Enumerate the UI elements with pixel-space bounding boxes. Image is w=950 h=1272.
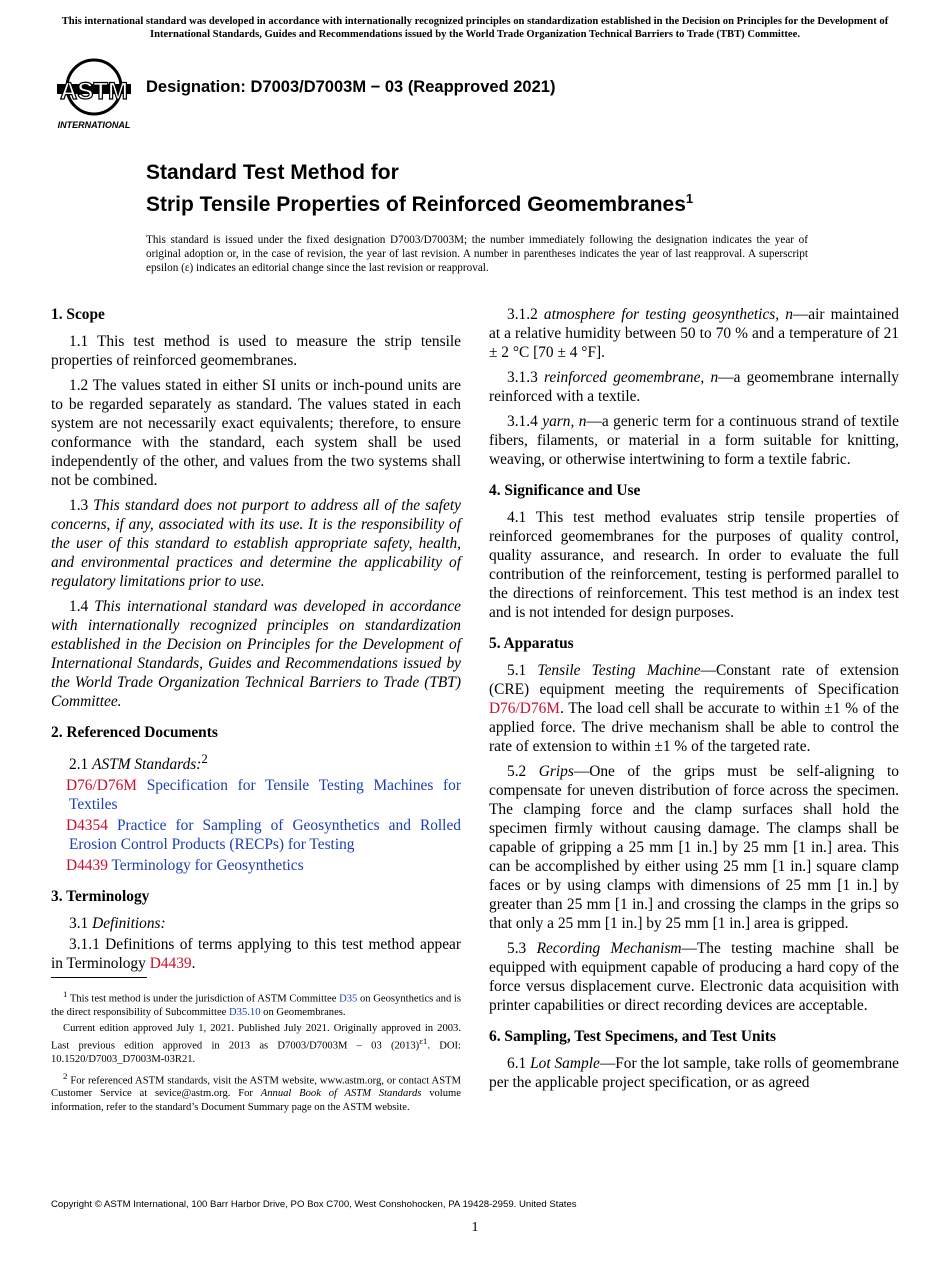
- link-d76[interactable]: D76/D76M: [489, 700, 560, 717]
- section-referenced-documents: [51, 723, 461, 875]
- svg-text:INTERNATIONAL: INTERNATIONAL: [57, 120, 131, 130]
- footnotes: [51, 988, 461, 1117]
- link-d4439[interactable]: D4439: [149, 955, 192, 973]
- paragraph-1-4: 1.4 This international standard was developed in accordance with internationally recognized principles on standardization established in the Decision on Principles for the Development of International Standards, Guides and Recommendations issued by the World Trade Organization Technical Barriers to Trade (TBT) Committee.: [51, 598, 461, 710]
- section-apparatus: [489, 634, 899, 1015]
- footnote-divider: [51, 977, 147, 978]
- paragraph-3-1-1: 3.1.1 Definitions of terms applying to this test method appear in Terminology D4439.: [51, 936, 461, 973]
- paragraph-2-1: 2.1 ASTM Standards:$^2$: [69, 752, 208, 774]
- title-line-2: Strip Tensile Properties of Reinforced Geomembranes$^1$: [146, 191, 694, 216]
- footnote-1: $^1$ This test method is under the jurisdiction of ASTM Committee D35 on Geosynthetics and is the direct responsibility of Subcommittee D35.10 on Geomembranes.: [51, 989, 461, 1018]
- section-heading: 2. Referenced Documents: [51, 724, 218, 741]
- copyright-line: Copyright © ASTM International, 100 Barr Harbor Drive, PO Box C700, West Conshohocken, PA 19428-2959. United States: [51, 1199, 577, 1210]
- footnote-2: $^2$ For referenced ASTM standards, visit the ASTM website, www.astm.org, or contact ASTM Customer Service at sevice@astm.org. For Annual Book of ASTM Standards volume information, refer to the standard’s Document Summary page on the ASTM website.: [51, 1070, 461, 1113]
- paragraph-1-3: 1.3 This standard does not purport to address all of the safety concerns, if any, associated with its use. It is the responsibility of the user of this standard to establish appropriate safety, health, and environmental practices and determine the applicability of regulatory limitations prior to use.: [51, 497, 461, 590]
- paragraph-3-1-2: 3.1.2 atmosphere for testing geosynthetics, n—air maintained at a relative humidity between 50 to 70 % and a temperature of 21 ± 2 °C [70 ± 4 °F].: [489, 306, 899, 361]
- international-standard-notice: This international standard was developed in accordance with internationally recognized principles on standardization established in the Decision on Principles for the Development of International Standards, Guides and Recommendations issued by the World Trade Organization Technical Barriers to Trade (TBT) Committee.: [61, 16, 889, 40]
- left-column: [51, 305, 461, 985]
- paragraph-3-1: 3.1 Definitions:: [69, 915, 166, 933]
- section-terminology-continued: [489, 305, 899, 469]
- paragraph-1-2: 1.2 The values stated in either SI units or inch-pound units are to be regarded separately as standard. The values stated in each system are not necessarily exact equivalents; therefore, to ensure conformance with the standard, each system shall be used independently of the other, and values from the two systems shall not be combined.: [51, 377, 461, 489]
- section-heading: 1. Scope: [51, 306, 105, 323]
- section-significance: [489, 481, 899, 622]
- paragraph-1-1: 1.1 This test method is used to measure the strip tensile properties of reinforced geomembranes.: [51, 333, 461, 369]
- section-heading: 6. Sampling, Test Specimens, and Test Units: [489, 1028, 776, 1045]
- astm-logo: [53, 55, 135, 133]
- section-sampling: [489, 1027, 899, 1092]
- paragraph-3-1-4: 3.1.4 yarn, n—a generic term for a continuous strand of textile fibers, filaments, or material in a form suitable for knitting, weaving, or otherwise intertwining to form a textile fabric.: [489, 413, 899, 468]
- paragraph-4-1: 4.1 This test method evaluates strip tensile properties of reinforced geomembranes for the purposes of quality control, quality assurance, and research. In order to evaluate the full contribution of the reinforcement, testing is performed parallel to the directions of reinforcement. This test method is an index test and is not intended for design purposes.: [489, 509, 899, 621]
- paragraph-6-1: 6.1 Lot Sample—For the lot sample, take rolls of geomembrane per the applicable project specification, or as agreed: [489, 1055, 900, 1091]
- paragraph-3-1-3: 3.1.3 reinforced geomembrane, n—a geomembrane internally reinforced with a textile.: [489, 369, 899, 405]
- svg-text:ASTM: ASTM: [60, 78, 128, 105]
- paragraph-5-2: 5.2 Grips—One of the grips must be self-aligning to compensate for uneven distribution of force across the specimen. The clamping force and the clamp surfaces shall hold the specimen firmly without causing damage. The clamps shall be capable of gripping a 25 mm [1 in.] by 25 mm [1 in.] area. This can be accomplished by either using 25 mm [1 in.] square clamp faces or by using clamps with dimensions of 25 mm [1 in.] by greater than 25 mm [1 in.] and crossing the clamps in the grips so that only a 25 mm [1 in.] by 25 mm [1 in.] area is gripped.: [489, 763, 899, 932]
- title-footnote-mark: 1: [685, 191, 694, 206]
- link-d35-10[interactable]: D35.10: [229, 1006, 261, 1018]
- title-line-1: Standard Test Method for: [146, 161, 399, 184]
- section-scope: [51, 305, 461, 711]
- section-terminology: [51, 887, 461, 973]
- section-heading: 5. Apparatus: [489, 635, 574, 652]
- paragraph-5-1: 5.1 Tensile Testing Machine—Constant rate of extension (CRE) equipment meeting the requirements of Specification D76/D76M. The load cell shall be accurate to within ±1 % of the applied force. The drive mechanism shall be able to control the rate of extension to within ±1 % of the targeted rate.: [489, 662, 900, 755]
- reference-d4354[interactable]: D4354 Practice for Sampling of Geosynthetics and Rolled Erosion Control Products (RECPs) for Testing: [66, 817, 461, 854]
- page-number: 1: [471, 1220, 479, 1235]
- footnote-1-edition: Current edition approved July 1, 2021. Published July 2021. Originally approved in 2003. Last previous edition approved in 2013 as D7003/D7003M – 03 $(2013)^{\varepsilon 1}$. DOI: 10.1520/D7003_D7003M-03R21.: [51, 1023, 461, 1066]
- paragraph-5-3: 5.3 Recording Mechanism—The testing machine shall be equipped with equipment capable of producing a hard copy of the force versus displacement curve. Electronic data acquisition with printer capabilities or direct recording devices are acceptable.: [489, 940, 899, 1014]
- section-heading: 4. Significance and Use: [489, 482, 641, 499]
- issued-note: This standard is issued under the fixed designation D7003/D7003M; the number immediately following the designation indicates the year of original adoption or, in the case of revision, the year of last revision. A number in parentheses indicates the year of last reapproval. A superscript epsilon (ε) indicates an editorial change since the last revision or reapproval.: [146, 234, 808, 274]
- section-heading: 3. Terminology: [51, 888, 150, 906]
- designation: Designation: D7003/D7003M − 03 (Reapproved 2021): [146, 78, 556, 96]
- reference-d4439[interactable]: D4439 Terminology for Geosynthetics: [66, 857, 304, 875]
- document-title: [146, 160, 693, 218]
- link-d35[interactable]: D35: [339, 993, 358, 1005]
- right-column: [489, 305, 899, 1104]
- reference-d76[interactable]: D76/D76M Specification for Tensile Testing Machines for Textiles: [66, 777, 462, 814]
